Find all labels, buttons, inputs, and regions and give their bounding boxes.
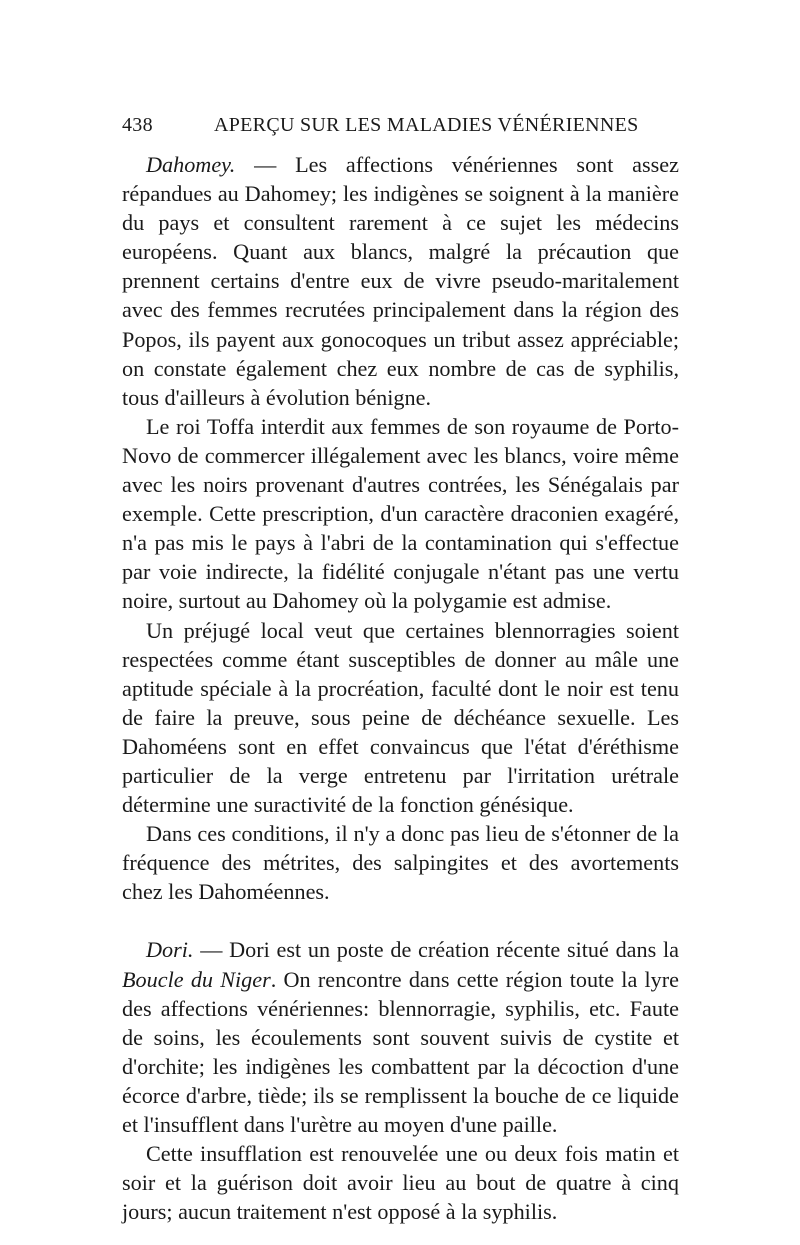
paragraph-insufflation bbox=[122, 1139, 679, 1226]
paragraph-dahomey bbox=[122, 150, 679, 412]
section-lead-dahomey: Dahomey. bbox=[146, 152, 236, 177]
paragraph-prejuge bbox=[122, 616, 679, 820]
place-name-emphasis: Boucle du Niger bbox=[122, 966, 271, 992]
paragraph-toffa bbox=[122, 412, 679, 616]
section-lead-dori: Dori. bbox=[146, 937, 194, 963]
running-title: APERÇU SUR LES MALADIES VÉNÉRIENNES bbox=[214, 114, 639, 136]
paragraph-text: Le roi Toffa interdit aux femmes de son royaume de Porto-Novo de commercer illégalement avec les blancs, voire même avec les noirs provenant d'autres contrées, les Sénégalais par exemple. Cette prescription, d'un caractère draconien exagéré, n'a pas mis le pays à l'abri de la contamination qui s'effectue par voie indirecte, la fidélité conjugale n'étant pas une vertu noire, surtout au Dahomey où la polygamie est admise. bbox=[122, 413, 679, 614]
paragraph-text: — Les affections vénériennes sont assez répandues au Dahomey; les indigènes se soignent à la manière du pays et consultent rarement à ce sujet les médecins européens. Quant aux blancs, malgré la précaution que prennent certains d'entre eux de vivre pseudo-maritalement avec des femmes recrutées principalement dans la région des Popos, ils payent aux gonocoques un tribut assez appréciable; on constate également chez eux nombre de cas de syphilis, tous d'ailleurs à évolution bénigne. bbox=[122, 152, 679, 410]
paragraph-dori bbox=[122, 935, 679, 1139]
paragraph-text: Cette insufflation est renouvelée une ou deux fois matin et soir et la guérison doit avoir lieu au bout de quatre à cinq jours; aucun traitement n'est opposé à la syphilis. bbox=[122, 1141, 679, 1225]
paragraph-conditions bbox=[122, 819, 679, 906]
page-number: 438 bbox=[122, 114, 153, 136]
body-text bbox=[122, 150, 679, 1226]
paragraph-text: Un préjugé local veut que certaines blennorragies soient respectées comme étant susceptibles de donner au mâle une aptitude spéciale à la procréation, faculté dont le noir est tenu de faire la preuve, sous peine de déchéance sexuelle. Les Dahoméens sont en effet convaincus que l'état d'éréthisme particulier de la verge entretenu par l'irritation urétrale détermine une suractivité de la fonction génésique. bbox=[122, 617, 679, 818]
paragraph-text: — Dori est un poste de création récente situé dans la bbox=[193, 937, 679, 963]
paragraph-text: . On rencontre dans cette région toute la lyre des affections vénériennes: blennorragie, syphilis, etc. Faute de soins, les écoulements sont souvent suivis de cystite et d'orchite; les indigènes les combattent par la décoction d'une écorce d'arbre, tiède; ils se remplissent la bouche de ce liquide et l'insufflent dans l'urètre au moyen d'une paille. bbox=[122, 966, 680, 1137]
paragraph-text: Dans ces conditions, il n'y a donc pas lieu de s'étonner de la fréquence des métrites, des salpingites et des avortements chez les Dahoméennes. bbox=[122, 821, 679, 905]
